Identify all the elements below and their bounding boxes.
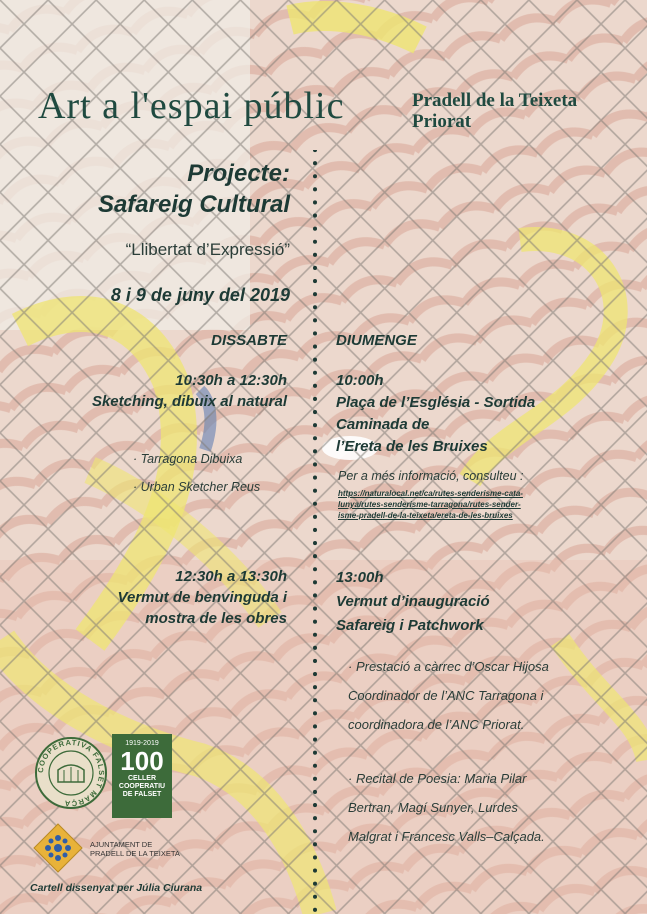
sunday-event-2-performance: · Prestació a càrrec d’Oscar Hijosa Coordinador de l’ANC Tarragona i coordinadora de l’ANC Priorat. <box>348 659 549 732</box>
place-line-2: Priorat <box>412 111 472 132</box>
project-title <box>98 158 290 220</box>
ajuntament-label: AJUNTAMENT DE PRADELL DE LA TEIXETA <box>90 840 180 858</box>
saturday-event-2-time: 12:30h a 13:30h <box>175 568 287 585</box>
cooperativa-logo <box>34 736 108 810</box>
sunday-event-1-info: Per a més informació, consulteu : <box>338 469 524 483</box>
sunday-event-1-line-3: l’Ereta de les Bruixes <box>336 438 488 455</box>
sunday-event-1-line-1: Plaça de l’Església - Sortida <box>336 394 536 411</box>
saturday-event-2-title-2: mostra de les obres <box>145 610 287 627</box>
place-name <box>412 90 577 132</box>
sunday-event-1-line-2: Caminada de <box>336 416 430 433</box>
sunday-event-2-line-2: Safareig i Patchwork <box>336 617 484 634</box>
sunday-event-2 <box>336 566 490 638</box>
svg-text:COOPERATIVA FALSET MARÇÀ: COOPERATIVA FALSET MARÇÀ <box>35 737 107 809</box>
poster-credit: Cartell dissenyat per Júlia Ciurana <box>30 882 203 894</box>
project-line-2: Safareig Cultural <box>97 191 290 218</box>
sunday-label: DIUMENGE <box>336 332 417 349</box>
sunday-event-2-poetry: · Recital de Poesia: Maria Pilar Bertran, Magí Sunyer, Lurdes Malgrat i Francesc Valls–Calçada. <box>348 771 545 844</box>
sunday-event-2-time: 13:00h <box>336 569 384 586</box>
project-motto: “Llibertat d’Expressió” <box>125 240 290 259</box>
event-date: 8 i 9 de juny del 2019 <box>110 285 290 305</box>
saturday-event-1-time: 10:30h a 12:30h <box>175 372 287 389</box>
saturday-event-1-item-2: · Urban Sketcher Reus <box>133 480 261 494</box>
celler-logo: 1919-2019 100 CELLER COOPERATIU DE FALSET <box>112 734 172 818</box>
saturday-event-2-title-1: Vermut de benvinguda i <box>117 589 287 606</box>
dotted-divider <box>312 150 318 914</box>
project-line-1: Projecte: <box>187 160 290 187</box>
sunday-event-2-line-1: Vermut d’inauguració <box>336 593 490 610</box>
place-line-1: Pradell de la Teixeta <box>412 90 578 111</box>
poster-title: Art a l'espai públic <box>38 85 345 127</box>
sunday-event-1 <box>336 370 535 458</box>
ajuntament-shield-icon <box>32 822 84 874</box>
saturday-event-1-title: Sketching, dibuix al natural <box>91 393 287 410</box>
saturday-event-2 <box>118 566 287 629</box>
sunday-event-1-time: 10:00h <box>336 372 384 389</box>
saturday-event-1 <box>92 370 287 412</box>
route-link[interactable]: https://naturalocal.net/ca/rutes-senderisme-cata- lunya/rutes-senderisme-tarragona/rutes-sender- isme-pradell-de-la-teixeta/ereta-de-les-bruixes <box>338 489 523 520</box>
saturday-label: DISSABTE <box>211 332 287 349</box>
saturday-event-1-item-1: · Tarragona Dibuixa <box>133 452 243 466</box>
